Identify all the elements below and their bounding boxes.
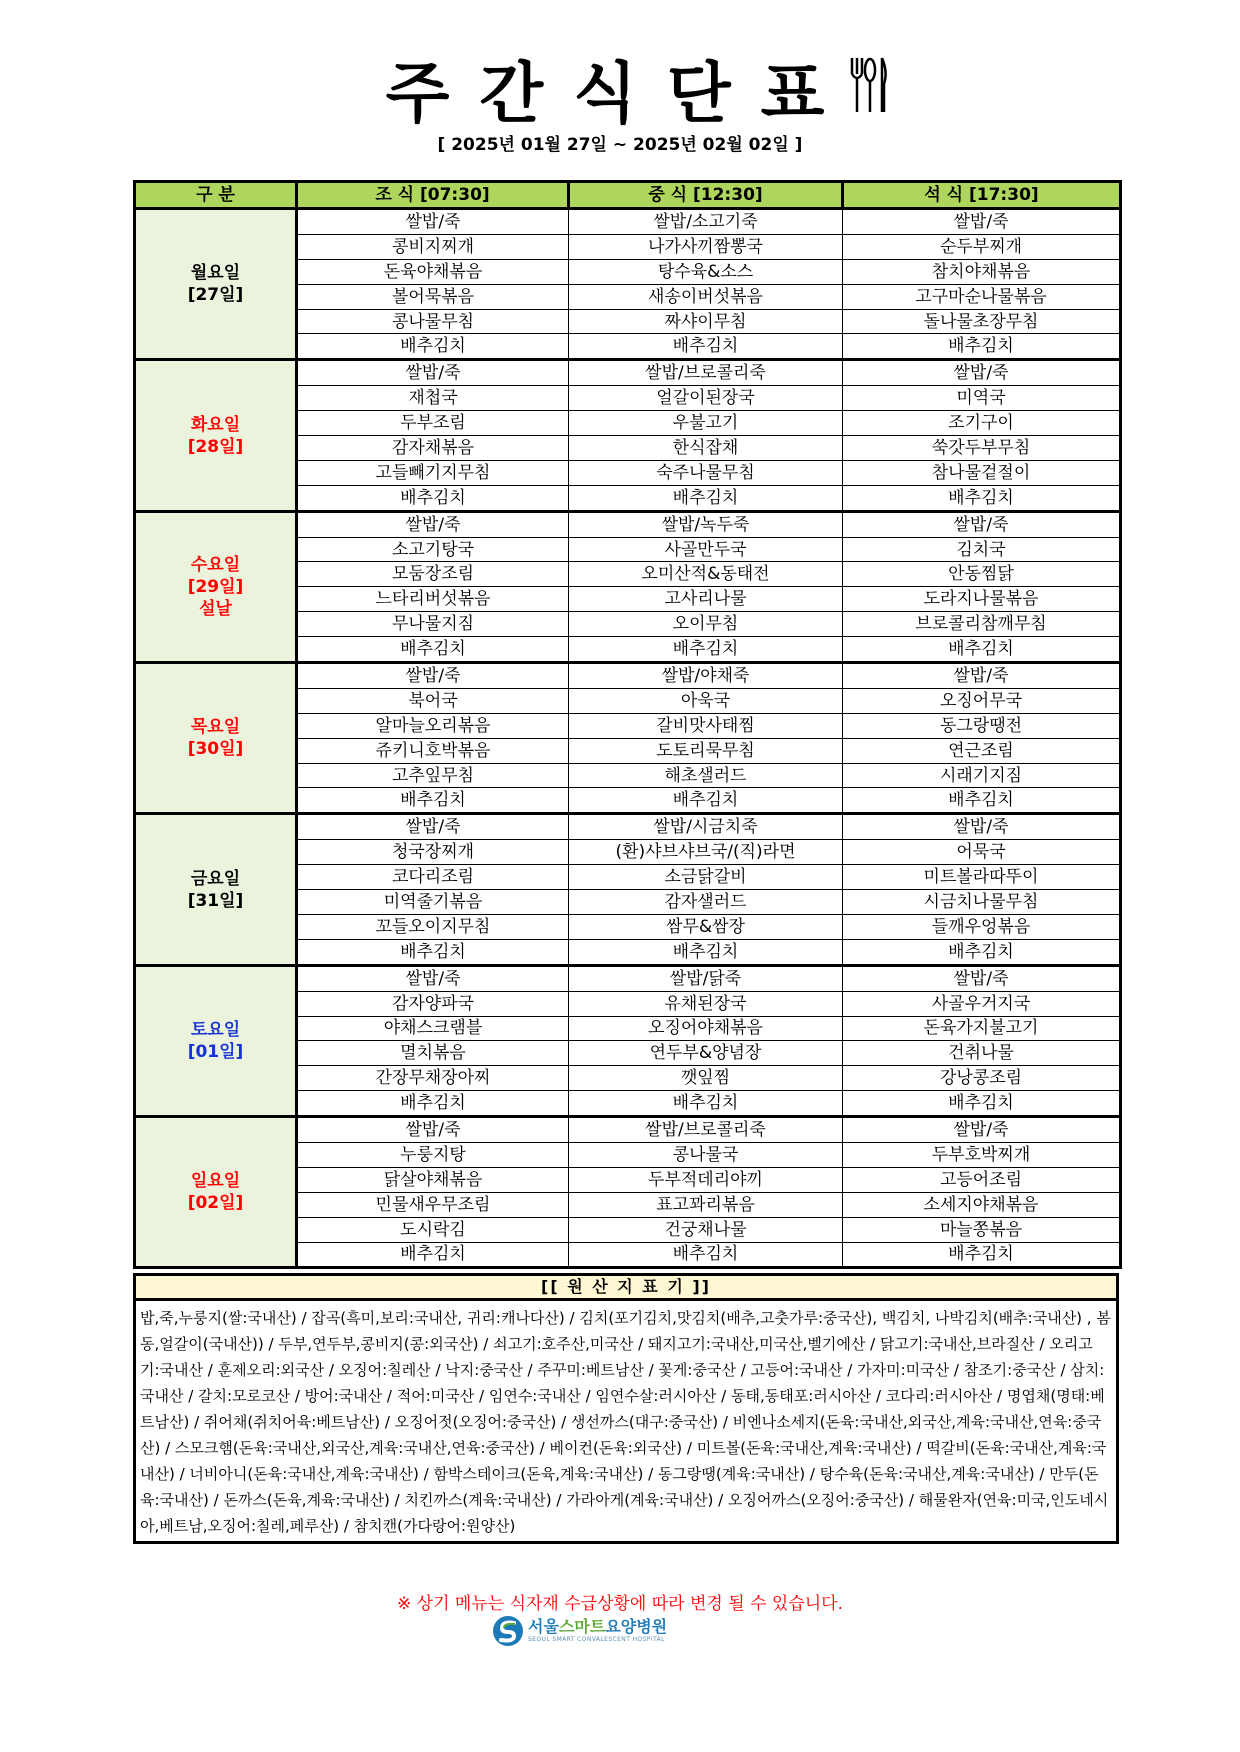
breakfast-item: 감자양파국 [297, 991, 569, 1016]
menu-body [135, 209, 1121, 1268]
breakfast-item: 재첩국 [297, 386, 569, 411]
breakfast-item: 쌀밥/죽 [297, 209, 569, 235]
menu-row [135, 209, 1121, 235]
breakfast-item: 꼬들오이지무침 [297, 914, 569, 939]
breakfast-item: 코다리조림 [297, 865, 569, 890]
lunch-item: 감자샐러드 [569, 890, 843, 915]
breakfast-item: 배추김치 [297, 485, 569, 511]
breakfast-item: 쥬키니호박볶음 [297, 738, 569, 763]
lunch-item: 우불고기 [569, 411, 843, 436]
dinner-item: 쌀밥/죽 [843, 511, 1121, 537]
breakfast-item: 두부조림 [297, 411, 569, 436]
lunch-item: 배추김치 [569, 939, 843, 965]
breakfast-item: 쌀밥/죽 [297, 814, 569, 840]
page-title: 주간식단표 [385, 55, 855, 132]
lunch-item: 배추김치 [569, 1242, 843, 1268]
dinner-item: 시래기지짐 [843, 763, 1121, 788]
lunch-item: 깻잎찜 [569, 1066, 843, 1091]
origin-title: [[ 원 산 지 표 기 ]] [136, 1276, 1116, 1301]
dinner-item: 쌀밥/죽 [843, 360, 1121, 386]
dinner-item: 순두부찌개 [843, 234, 1121, 259]
day-date: [30일] [187, 739, 244, 760]
lunch-item: 쌀밥/녹두죽 [569, 511, 843, 537]
dinner-item: 소세지야채볶음 [843, 1192, 1121, 1217]
lunch-item: 오이무침 [569, 612, 843, 637]
dinner-item: 돈육가지불고기 [843, 1016, 1121, 1041]
menu-row [135, 1117, 1121, 1143]
breakfast-item: 배추김치 [297, 1242, 569, 1268]
day-name: 월요일 [190, 263, 241, 284]
dinner-item: 시금치나물무침 [843, 890, 1121, 915]
breakfast-item: 북어국 [297, 688, 569, 713]
dinner-item: 배추김치 [843, 334, 1121, 360]
breakfast-item: 배추김치 [297, 1091, 569, 1117]
dinner-item: 쌀밥/죽 [843, 1117, 1121, 1143]
lunch-item: 쌈무&쌈장 [569, 914, 843, 939]
breakfast-item: 간장무채장아찌 [297, 1066, 569, 1091]
breakfast-item: 도시락김 [297, 1217, 569, 1242]
day-date: [28일] [187, 436, 244, 457]
dinner-item: 참치야채볶음 [843, 259, 1121, 284]
dinner-item: 마늘쫑볶음 [843, 1217, 1121, 1242]
dinner-item: 배추김치 [843, 939, 1121, 965]
page-title-wrap [0, 40, 1240, 135]
lunch-item: 한식잡채 [569, 436, 843, 461]
dinner-item: 쑥갓두부무침 [843, 436, 1121, 461]
day-name: 토요일 [190, 1019, 241, 1040]
header-category: 구 분 [135, 182, 297, 209]
breakfast-item: 야채스크램블 [297, 1016, 569, 1041]
dinner-item: 쌀밥/죽 [843, 663, 1121, 689]
dinner-item: 참나물겉절이 [843, 460, 1121, 485]
lunch-item: 오미산적&동태전 [569, 562, 843, 587]
breakfast-item: 쌀밥/죽 [297, 360, 569, 386]
lunch-item: 갈비맛사태찜 [569, 713, 843, 738]
breakfast-item: 콩비지찌개 [297, 234, 569, 259]
dinner-item: 강낭콩조림 [843, 1066, 1121, 1091]
lunch-item: 고사리나물 [569, 587, 843, 612]
day-name: 일요일 [190, 1171, 241, 1192]
dinner-item: 쌀밥/죽 [843, 814, 1121, 840]
breakfast-item: 누룽지탕 [297, 1142, 569, 1167]
day-cell [135, 511, 297, 662]
lunch-item: 배추김치 [569, 485, 843, 511]
day-date: [01일] [187, 1041, 244, 1062]
menu-row [135, 511, 1121, 537]
lunch-item: 배추김치 [569, 637, 843, 663]
logo-name-part2: 스마트 [558, 1617, 606, 1636]
menu-row [135, 360, 1121, 386]
header-lunch: 중 식 [12:30] [569, 182, 843, 209]
lunch-item: 연두부&양념장 [569, 1041, 843, 1066]
dinner-item: 브로콜리참깨무침 [843, 612, 1121, 637]
logo-name [528, 1618, 667, 1636]
origin-text: 밥,죽,누룽지(쌀:국내산) / 잡곡(흑미,보리:국내산, 귀리:캐나다산) / 김치(포기김치,맛김치(배추,고춧가루:중국산), 백김치, 나박김치(배추:국내산) , 봄동,얼갈이(국내산)) / 두부,연두부,콩비지(콩:외국산) / 쇠고기:호주산,미국산 / 돼지고기:국내산,미국산,벨기에산 / 닭고기:국내산,브라질산 / 오리고기:국내산 / 훈제오리:외국산 / 오징어:칠레산 / 낙지:중국산 / 주꾸미:베트남산 / 꽃게:중국산 / 고등어:국내산 / 가자미:미국산 / 참조기:중국산 / 삼치:국내산 / 갈치:모로코산 / 방어:국내산 / 적어:미국산 / 임연수:국내산 / 임연수살:러시아산 / 동태,동태포:러시아산 / 코다리:러시아산 / 명엽채(명태:베트남산) / 쥐어채(쥐치어육:베트남산) / 오징어젓(오징어:중국산) / 생선까스(대구:중국산) / 비엔나소세지(돈육:국내산,외국산,계육:국내산,연육:중국산) / 스모크햄(돈육:국내산,외국산,계육:국내산,연육:중국산) / 베이컨(돈육:외국산) / 미트볼(돈육:국내산,계육:국내산) / 떡갈비(돈육:국내산,계육:국내산) / 너비아니(돈육:국내산,계육:국내산) / 함박스테이크(돈육,계육:국내산) / 동그랑땡(계육:국내산) / 탕수육(돈육:국내산,계육:국내산) / 만두(돈육:국내산) / 돈까스(돈육,계육:국내산) / 치킨까스(계육:국내산) / 가라아게(계육:국내산) / 오징어까스(오징어:중국산) / 해물완자(연육:미국,인도네시아,베트남,오징어:칠레,페루산) / 참치캔(가다랑어:원양산) [140, 1309, 1111, 1535]
lunch-item: 도토리묵무침 [569, 738, 843, 763]
lunch-item: 나가사끼짬뽕국 [569, 234, 843, 259]
day-name: 수요일 [190, 554, 241, 575]
lunch-item: 탕수육&소스 [569, 259, 843, 284]
dinner-item: 안동찜닭 [843, 562, 1121, 587]
cutlery-icon [848, 56, 892, 116]
menu-period: [ 2025년 01월 27일 ~ 2025년 02월 02일 ] [437, 135, 803, 155]
lunch-item: 해초샐러드 [569, 763, 843, 788]
day-date: [02일] [187, 1193, 244, 1214]
dinner-item: 쌀밥/죽 [843, 209, 1121, 235]
day-cell [135, 209, 297, 360]
breakfast-item: 무나물지짐 [297, 612, 569, 637]
breakfast-item: 쌀밥/죽 [297, 965, 569, 991]
menu-row [135, 663, 1121, 689]
lunch-item: 얼갈이된장국 [569, 386, 843, 411]
day-date: [29일] [187, 576, 244, 597]
breakfast-item: 쌀밥/죽 [297, 663, 569, 689]
dinner-item: 어묵국 [843, 840, 1121, 865]
logo-text [528, 1618, 667, 1644]
dinner-item: 고등어조림 [843, 1167, 1121, 1192]
dinner-item: 돌나물초장무침 [843, 309, 1121, 334]
breakfast-item: 고들빼기지무침 [297, 460, 569, 485]
breakfast-item: 쌀밥/죽 [297, 511, 569, 537]
breakfast-item: 청국장찌개 [297, 840, 569, 865]
dinner-item: 동그랑땡전 [843, 713, 1121, 738]
lunch-item: 배추김치 [569, 334, 843, 360]
day-cell [135, 1117, 297, 1268]
logo-mark-icon [492, 1615, 524, 1647]
breakfast-item: 돈육야채볶음 [297, 259, 569, 284]
lunch-item: 아욱국 [569, 688, 843, 713]
dinner-item: 배추김치 [843, 485, 1121, 511]
menu-row [135, 814, 1121, 840]
lunch-item: 짜샤이무침 [569, 309, 843, 334]
day-holiday-label: 설날 [199, 598, 232, 619]
lunch-item: 배추김치 [569, 788, 843, 814]
dinner-item: 고구마순나물볶음 [843, 284, 1121, 309]
breakfast-item: 알마늘오리볶음 [297, 713, 569, 738]
header-breakfast: 조 식 [07:30] [297, 182, 569, 209]
menu-row [135, 965, 1121, 991]
breakfast-item: 고추잎무침 [297, 763, 569, 788]
lunch-item: 배추김치 [569, 1091, 843, 1117]
dinner-item: 미트볼라따뚜이 [843, 865, 1121, 890]
day-name: 금요일 [190, 868, 241, 889]
notice-text: ※ 상기 메뉴는 식자재 수급상황에 따라 변경 될 수 있습니다. [397, 1594, 843, 1614]
day-name: 목요일 [190, 717, 241, 738]
dinner-item: 배추김치 [843, 788, 1121, 814]
lunch-item: 쌀밥/브로콜리죽 [569, 360, 843, 386]
lunch-item: 쌀밥/브로콜리죽 [569, 1117, 843, 1143]
breakfast-item: 콩나물무침 [297, 309, 569, 334]
lunch-item: 쌀밥/닭죽 [569, 965, 843, 991]
day-date: [27일] [187, 285, 244, 306]
breakfast-item: 닭살야채볶음 [297, 1167, 569, 1192]
lunch-item: 콩나물국 [569, 1142, 843, 1167]
dinner-item: 배추김치 [843, 637, 1121, 663]
lunch-item: 표고꽈리볶음 [569, 1192, 843, 1217]
lunch-item: 쌀밥/야채죽 [569, 663, 843, 689]
breakfast-item: 볼어묵볶음 [297, 284, 569, 309]
day-date: [31일] [187, 890, 244, 911]
lunch-item: 사골만두국 [569, 537, 843, 562]
lunch-item: 숙주나물무침 [569, 460, 843, 485]
breakfast-item: 민물새우무조림 [297, 1192, 569, 1217]
day-cell [135, 965, 297, 1116]
dinner-item: 김치국 [843, 537, 1121, 562]
dinner-item: 건취나물 [843, 1041, 1121, 1066]
lunch-item: 두부적데리야끼 [569, 1167, 843, 1192]
dinner-item: 사골우거지국 [843, 991, 1121, 1016]
dinner-item: 도라지나물볶음 [843, 587, 1121, 612]
dinner-item: 쌀밥/죽 [843, 965, 1121, 991]
day-name: 화요일 [190, 414, 241, 435]
breakfast-item: 배추김치 [297, 334, 569, 360]
dinner-item: 조기구이 [843, 411, 1121, 436]
breakfast-item: 배추김치 [297, 637, 569, 663]
breakfast-item: 멸치볶음 [297, 1041, 569, 1066]
breakfast-item: 소고기탕국 [297, 537, 569, 562]
hospital-logo [492, 1615, 667, 1647]
dinner-item: 오징어무국 [843, 688, 1121, 713]
lunch-item: 소금닭갈비 [569, 865, 843, 890]
breakfast-item: 쌀밥/죽 [297, 1117, 569, 1143]
logo-name-part1: 서울 [528, 1617, 559, 1636]
lunch-item: 쌀밥/소고기죽 [569, 209, 843, 235]
logo-name-part3: 요양병원 [605, 1617, 668, 1636]
header-dinner: 석 식 [17:30] [843, 182, 1121, 209]
breakfast-item: 배추김치 [297, 788, 569, 814]
day-cell [135, 360, 297, 511]
breakfast-item: 배추김치 [297, 939, 569, 965]
origin-section [133, 1273, 1119, 1544]
header-row [135, 182, 1121, 209]
dinner-item: 들깨우엉볶음 [843, 914, 1121, 939]
lunch-item: 쌀밥/시금치죽 [569, 814, 843, 840]
lunch-item: 오징어야채볶음 [569, 1016, 843, 1041]
breakfast-item: 느타리버섯볶음 [297, 587, 569, 612]
logo-subtitle: SEOUL SMART CONVALESCENT HOSPITAL [528, 1636, 665, 1643]
dinner-item: 두부호박찌개 [843, 1142, 1121, 1167]
lunch-item: 새송이버섯볶음 [569, 284, 843, 309]
day-cell [135, 814, 297, 965]
weekly-menu-table [133, 180, 1122, 1269]
breakfast-item: 미역줄기볶음 [297, 890, 569, 915]
breakfast-item: 모둠장조림 [297, 562, 569, 587]
dinner-item: 연근조림 [843, 738, 1121, 763]
dinner-item: 배추김치 [843, 1091, 1121, 1117]
breakfast-item: 감자채볶음 [297, 436, 569, 461]
dinner-item: 미역국 [843, 386, 1121, 411]
dinner-item: 배추김치 [843, 1242, 1121, 1268]
lunch-item: 유채된장국 [569, 991, 843, 1016]
day-cell [135, 663, 297, 814]
lunch-item: (환)샤브샤브국/(직)라면 [569, 840, 843, 865]
lunch-item: 건궁채나물 [569, 1217, 843, 1242]
